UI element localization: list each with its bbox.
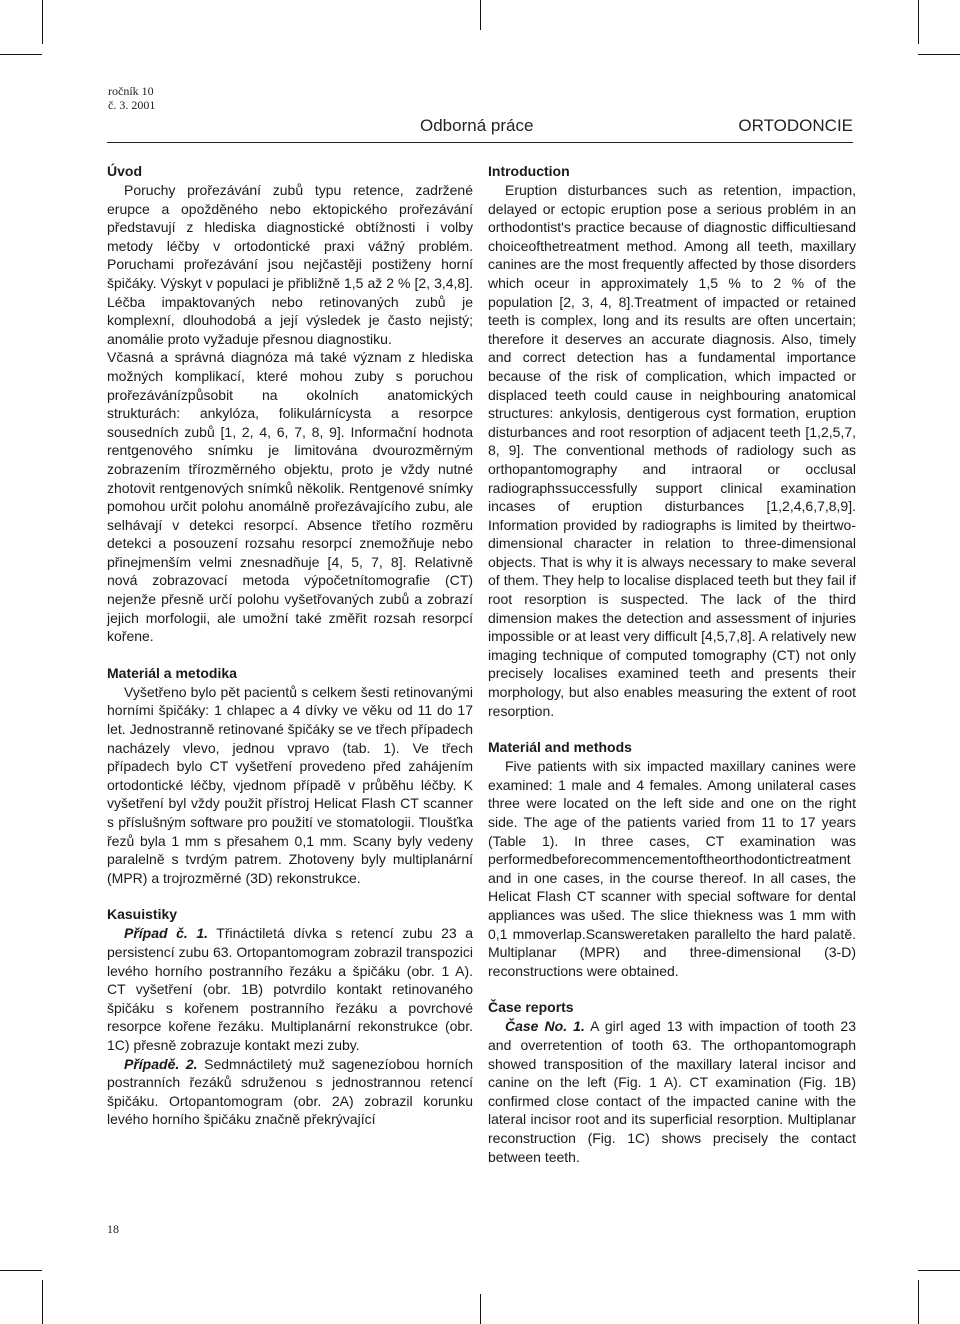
case-report-1-paragraph [488,1017,856,1166]
crop-mark-top-right-v [918,0,919,44]
crop-mark-bottom-left-v [42,1280,43,1324]
uvod-paragraph-2: Včasná a správná diagnóza má také význam z hlediska možných komplikací, které mohou zuby s poruchou prořezávánízpůsobit na okolních anatomických strukturách: ankylóza, folikulárnícysta a resorpce sousedních zubů [1, 2, 4, 6, 7, 8, 9]. Informační hodnota rentgenového snímku je limitována dvourozměrným zobrazením třírozměrného objektu, proto je vždy nutné zhotovit rentgenových snímků několik. Rentgenové snímky pomohou určit polohu anomálně prořezávajícího zubu, ale selhávají v detekci resorpcí. Absence třetího rozměru detekci a posouzení rozsahu resorpcí znemožňuje nebo přinejmenším velmi znesnadňuje [4, 5, 7, 8]. Relativně nová zobrazovací metoda výpočetnítomografie (CT) nejenže přesně určí polohu vyšetřovaných zubů a zobrazí jejich morfologii, ale umožní také změřit rozsah resorpcí kořene. [107,349,473,645]
metodika-paragraph: Vyšetřeno bylo pět pacientů s celkem šesti retinovanými horními špičáky: 1 chlapec a 4 dívky ve věku od 11 do 17 let. Jednostranně retinované špičáky se ve třech případech nacházely vlevo, jednou vpravo (tab. 1). Ve třech případech bylo CT vyšetření provedeno před zahájením ortodontické léčby, vjednom případě v průběhu léčby. K vyšetření byl vždy použit přístroj Helicat Flash CT scanner s příslušným software pro použití ve stomatologii. Tloušťka řezů byla 1 mm s přesahem 0,1 mm. Scany byly vedeny paralelně s tvrdým patrem. Zhotoveny byly multiplanární (MPR) a trojrozměrné (3D) rekonstrukce. [107,683,473,886]
case-1-label: Případ č. 1. [124,925,209,942]
crop-mark-top-center [480,0,481,30]
page-number: 18 [107,1222,119,1236]
crop-mark-top-left-v [42,0,43,44]
uvod-paragraph-1: Poruchy prořezávání zubů typu retence, zadržené erupce a opožděného nebo ektopického prořezávání představují z hlediska diagnostické obtížnosti i volby metody léčby v ortodontické praxi vážný problém. Poruchami prořezávání jsou nejčastěji postiženy horní špičáky. Výskyt v populaci je přibližně 1,5 až 2 % [2, 3,4,8]. Léčba impaktovaných nebo retinovaných zubů je komplexní, dlouhodobá a její výsledek je často nejistý; anomálie proto vyžaduje přesnou diagnostiku. [107,182,473,347]
issue-number: č. 3. 2001 [108,98,156,112]
heading-metodika: Materiál a metodika [107,664,237,681]
heading-uvod: Úvod [107,163,142,179]
running-title: Odborná práce [420,116,534,135]
heading-methods: Materiál and methods [488,739,632,756]
case-2-paragraph [107,1055,473,1129]
case-1-text: Třináctiletá dívka s retencí zubu 23 a persistencí zubu 63. Ortopantomogram zobrazil transpozici levého horního postranního řezáku a špičáku (obr. 1 A). CT vyšetření (obr. 1B) potvrdilo kontakt retinovaného špičáku s kořenem postranního řezáku a povrchové resorpce kořene řezáku. Multiplanární rekonstrukce (obr. 1C) přesně zobrazuje kontakt mezi zuby. [107,925,474,1053]
section-name: ORTODONCIE [738,116,853,135]
case-2-text: Sedmnáctiletý muž sagenezíobou horních postranních řezáků sdruženou s jednostrannou retencí špičáku. Ortopantomogram (obr. 2A) zobrazil korunku levého horního špičáku značně překrývající [107,1055,473,1128]
left-column [107,162,473,1129]
heading-kasuistiky: Kasuistiky [107,906,178,923]
crop-mark-top-left-h [0,54,42,55]
crop-mark-bottom-right-h [918,1270,960,1271]
case-2-label: Případě. 2. [124,1055,198,1072]
case-report-1-label: Čase No. 1. [505,1018,585,1035]
crop-mark-top-right-h [918,54,960,55]
case-report-1-text: A girl aged 13 with impaction of tooth 23 and overretention of tooth 63. The orthopantomograph showed transposition of the maxillary lateral incisor and canine on the left (Fig. 1 A). CT examination (Fig. 1B) confirmed close contact of the impacted canine with the lateral incisor root and its superficial resorption. Multiplanar reconstruction (Fig. 1C) shows precisely the contact between teeth. [488,1018,856,1165]
crop-mark-bottom-right-v [918,1280,919,1324]
methods-paragraph: Five patients with six impacted maxillary canines were examined: 1 male and 4 females. Among unilateral cases three were located on the left side and one on the right side. The age of the patients varied from 11 to 17 years (Table 1). In three cases, CT examination was performedbeforecommencementoftheorthodontictreatment and in one cases, in the course thereof. In all cases, the Helicat Flash CT scanner with special software for dental appliances was ušed. The slice thiekness was 1 mm with 0,1 mmoverlap.Scansweretaken parallelto the hard palatě. Multiplanar (MPR) and three-dimensional (3-D) reconstructions were obtained. [488,758,856,979]
header-rule [107,142,853,143]
heading-introduction: Introduction [488,163,570,179]
crop-mark-bottom-left-h [0,1270,42,1271]
right-column [488,162,856,1166]
issue-info [108,84,155,112]
introduction-paragraph: Eruption disturbances such as retention, impaction, delayed or ectopic eruption pose a serious problém in an orthodontist's practice because of diagnostic difficultiesand choiceofthetreatment method. Among all teeth, maxillary canines are the most frequently affected by those disorders which oceur in approximately 1,5 % to 2 % of the population [2, 3, 4, 8].Treatment of impacted or retained teeth is complex, long and its results are often uncertain; therefore it deserves an accurate diagnosis. Also, timely and correct detection has a fundamental importance because of the risk of complication, which impacted or displaced teeth could cause in neighbouring anatomical structures: ankylosis, dentigerous cyst formation, eruption disturbances and root resorption of adjacent teeth [1,2,5,7, 8, 9]. The conventional methods of radiology such as orthopantomography and intraoral or occlusal radiographssuccessfully support clinical examination incases of eruption disturbances [1,2,4,6,7,8,9]. Information provided by radiographs is limited by theirtwo-dimensional character in relation to three-dimensional objects. That is why it is always necessary to make several of them. They help to localise displaced teeth but they fail if root resorption is suspected. The lack of the third dimension makes the detection and assessment of injuries impossible or at least very difficult [4,5,7,8]. A relatively new imaging technique of computed tomography (CT) not only precisely localises examined teeth and presents their morphology, but also enables measuring the extent of root resorption. [488,182,856,719]
heading-case-reports: Čase reports [488,999,574,1016]
issue-volume: ročník 10 [108,84,154,98]
crop-mark-bottom-center [480,1294,481,1324]
case-1-paragraph [107,924,473,1054]
